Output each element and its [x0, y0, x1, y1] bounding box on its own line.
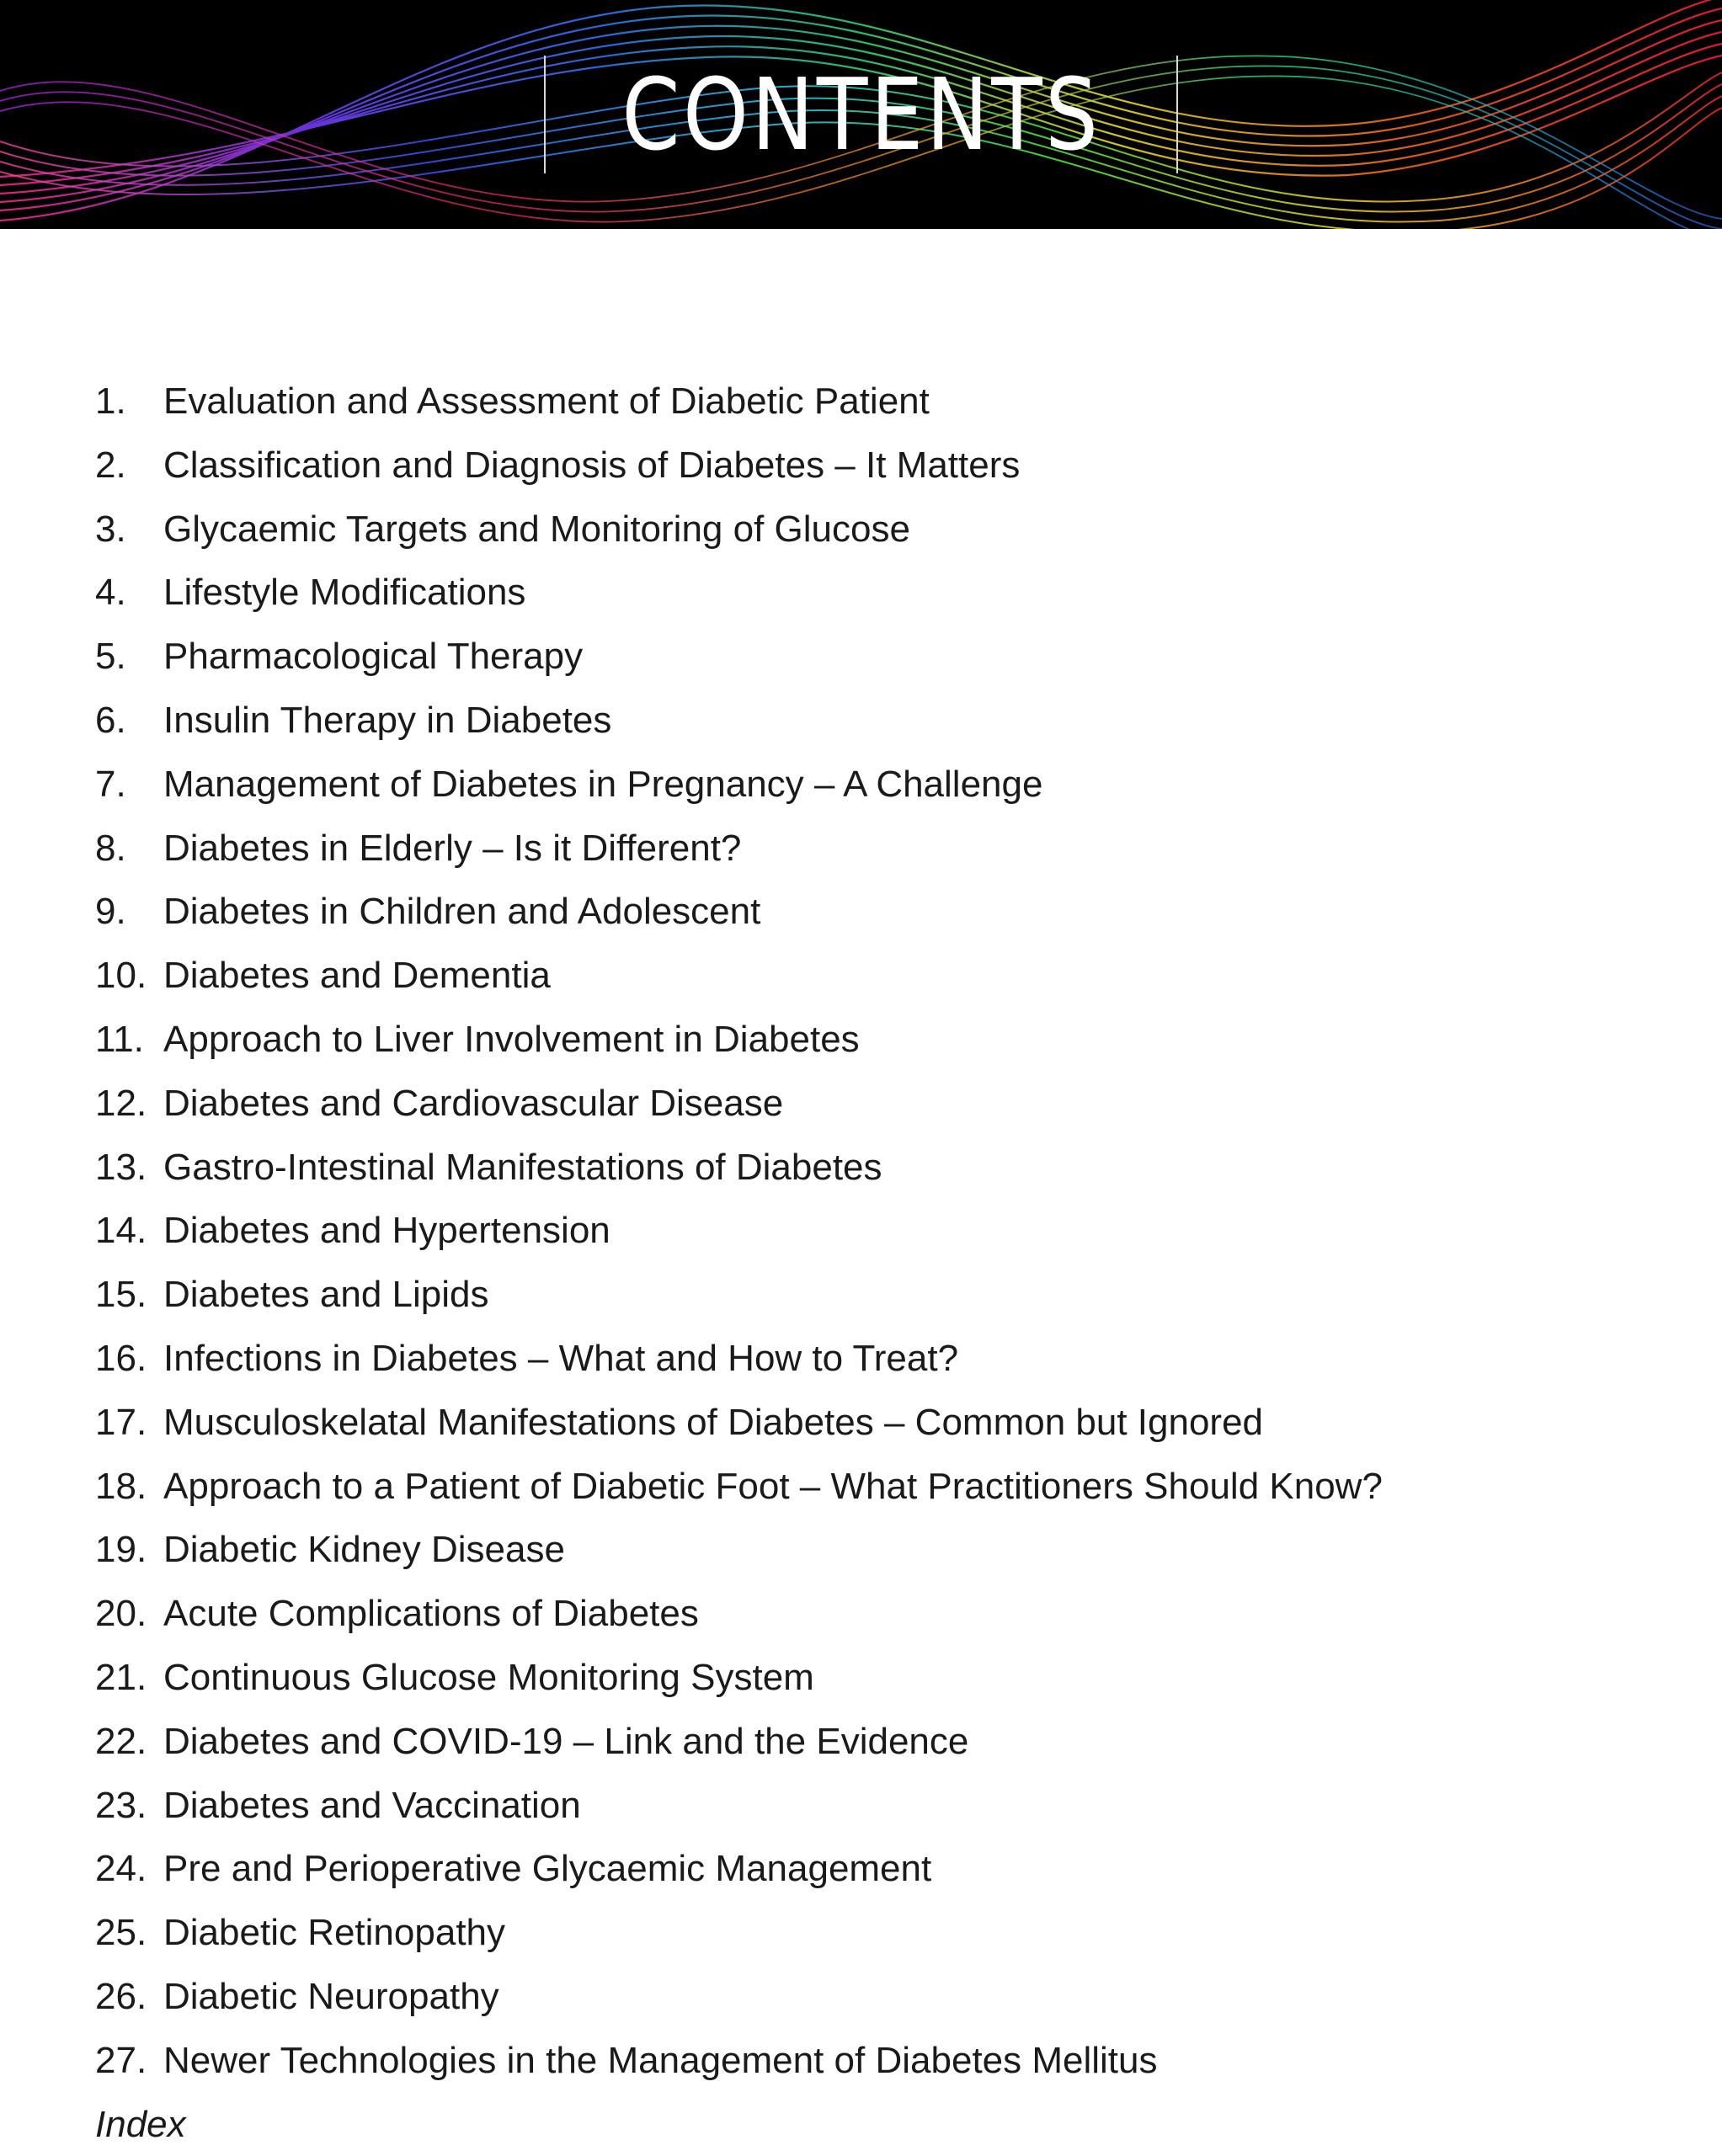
toc-item-number: 3.	[95, 508, 126, 550]
toc-item	[0, 753, 1722, 817]
toc-item-title: Diabetic Kidney Disease	[163, 1529, 565, 1571]
toc-item	[0, 1774, 1722, 1838]
toc-item-title: Lifestyle Modifications	[163, 572, 526, 614]
toc-item-number: 4.	[95, 572, 126, 614]
toc-item-title: Diabetes and COVID-19 – Link and the Evidence	[163, 1720, 969, 1762]
toc-item	[0, 944, 1722, 1008]
toc-item-title: Infections in Diabetes – What and How to Treat?	[163, 1337, 959, 1379]
toc-item-title: Musculoskelatal Manifestations of Diabetes – Common but Ignored	[163, 1401, 1264, 1443]
toc-item	[0, 1008, 1722, 1072]
toc-item-title: Pharmacological Therapy	[163, 636, 584, 678]
toc-item-number: 1.	[95, 381, 126, 422]
toc-item	[0, 1518, 1722, 1582]
toc-item-title: Diabetes in Children and Adolescent	[163, 891, 761, 933]
toc-item-title: Diabetic Neuropathy	[163, 1975, 499, 2017]
toc-item-number: 26.	[95, 1975, 147, 2017]
toc-item	[0, 1199, 1722, 1263]
toc-item-number: 14.	[95, 1210, 147, 1252]
toc-item-number: 2.	[95, 444, 126, 486]
toc-item-title: Evaluation and Assessment of Diabetic Patient	[163, 381, 930, 422]
toc-item	[0, 625, 1722, 689]
toc-item	[0, 1391, 1722, 1455]
toc-item-title: Diabetes and Dementia	[163, 955, 551, 997]
toc-item	[0, 689, 1722, 753]
toc-item-number: 16.	[95, 1337, 147, 1379]
toc-item-title: Newer Technologies in the Management of Diabetes Mellitus	[163, 2039, 1158, 2081]
toc-item	[0, 1072, 1722, 1136]
toc-item-number: 22.	[95, 1720, 147, 1762]
toc-item	[0, 1837, 1722, 1901]
toc-item-number: 20.	[95, 1593, 147, 1635]
toc-item	[0, 2029, 1722, 2093]
toc-item-title: Diabetes and Vaccination	[163, 1784, 581, 1826]
page-title: CONTENTS	[621, 56, 1101, 173]
table-of-contents	[0, 370, 1722, 2156]
toc-item	[0, 561, 1722, 625]
toc-item	[0, 1136, 1722, 1200]
toc-item	[0, 1710, 1722, 1774]
toc-item-number: 12.	[95, 1082, 147, 1124]
toc-item	[0, 498, 1722, 562]
toc-item-number: 24.	[95, 1848, 147, 1890]
toc-item-title: Pre and Perioperative Glycaemic Management	[163, 1848, 932, 1890]
toc-item-title: Continuous Glucose Monitoring System	[163, 1656, 814, 1698]
toc-item-number: 13.	[95, 1146, 147, 1188]
toc-item-title: Diabetes and Cardiovascular Disease	[163, 1082, 784, 1124]
toc-item	[0, 1582, 1722, 1646]
header-banner	[0, 0, 1722, 229]
toc-item-number: 17.	[95, 1401, 147, 1443]
toc-item-number: 8.	[95, 827, 126, 869]
toc-item-number: 21.	[95, 1656, 147, 1698]
toc-item	[0, 434, 1722, 498]
toc-item-title: Glycaemic Targets and Monitoring of Glucose	[163, 508, 910, 550]
toc-item-number: 9.	[95, 891, 126, 933]
toc-item	[0, 880, 1722, 944]
toc-item-title: Management of Diabetes in Pregnancy – A Challenge	[163, 763, 1043, 805]
toc-item-number: 25.	[95, 1912, 147, 1954]
toc-item	[0, 1646, 1722, 1710]
toc-item-number: 15.	[95, 1274, 147, 1316]
toc-item-number: 6.	[95, 699, 126, 741]
toc-item-number: 7.	[95, 763, 126, 805]
toc-item	[0, 1965, 1722, 2029]
toc-item-number: 18.	[95, 1465, 147, 1507]
toc-item-number: 5.	[95, 636, 126, 678]
toc-item	[0, 370, 1722, 434]
toc-item-number: 19.	[95, 1529, 147, 1571]
toc-item	[0, 1901, 1722, 1965]
toc-item-number: 10.	[95, 955, 147, 997]
toc-item-title: Acute Complications of Diabetes	[163, 1593, 699, 1635]
toc-item-number: 27.	[95, 2039, 147, 2081]
toc-item-title: Diabetes and Hypertension	[163, 1210, 610, 1252]
toc-item-number: 11.	[95, 1018, 144, 1060]
toc-item-title: Diabetes and Lipids	[163, 1274, 489, 1316]
toc-item-title: Approach to a Patient of Diabetic Foot – What Practitioners Should Know?	[163, 1465, 1383, 1507]
toc-item-title: Gastro-Intestinal Manifestations of Diabetes	[163, 1146, 882, 1188]
toc-item	[0, 1455, 1722, 1519]
toc-item-title: Classification and Diagnosis of Diabetes – It Matters	[163, 444, 1021, 486]
toc-item-title: Insulin Therapy in Diabetes	[163, 699, 612, 741]
toc-item-title: Diabetes in Elderly – Is it Different?	[163, 827, 742, 869]
toc-index-entry: Index	[95, 2103, 186, 2145]
toc-item-number: 23.	[95, 1784, 147, 1826]
toc-item	[0, 817, 1722, 881]
toc-item	[0, 1263, 1722, 1327]
toc-item-title: Approach to Liver Involvement in Diabetes	[163, 1018, 860, 1060]
toc-item	[0, 1327, 1722, 1391]
toc-item-title: Diabetic Retinopathy	[163, 1912, 506, 1954]
